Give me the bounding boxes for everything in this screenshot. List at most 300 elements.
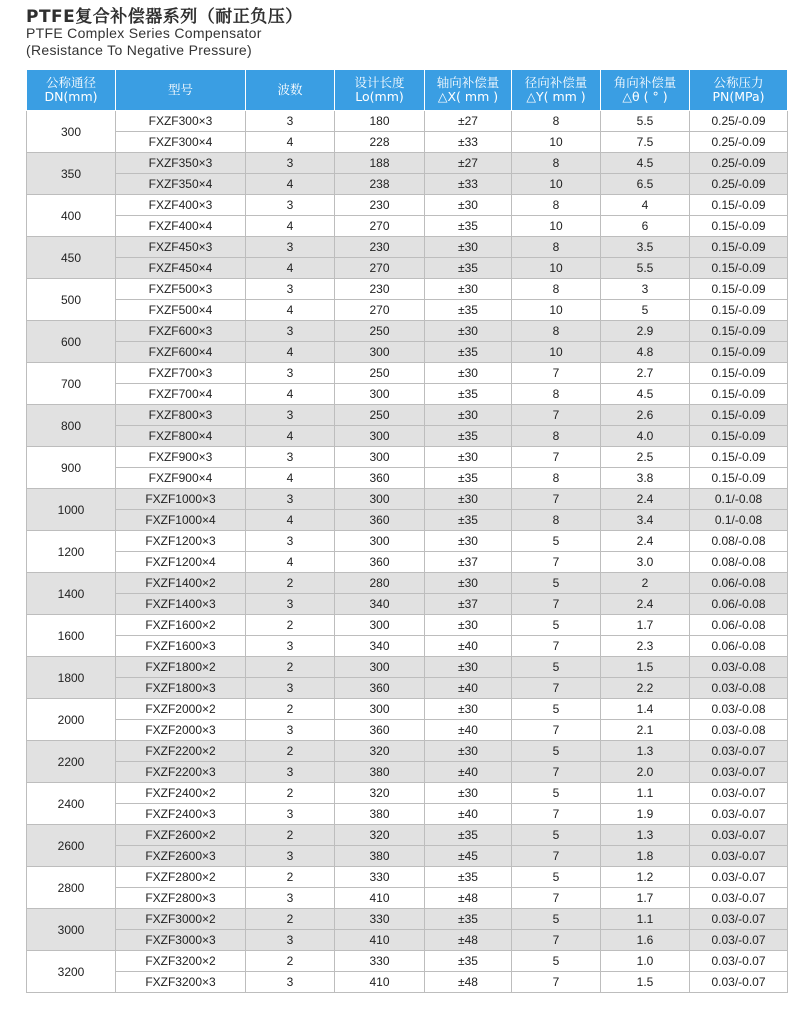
cell-model: FXZF1600×3 — [116, 636, 246, 657]
header-text: 设计长度 — [354, 75, 405, 90]
cell-radial: 7 — [512, 762, 601, 783]
cell-dn: 300 — [27, 111, 116, 153]
cell-waves: 3 — [246, 405, 335, 426]
cell-angular: 2.9 — [601, 321, 690, 342]
cell-dn: 2400 — [27, 783, 116, 825]
cell-angular: 3.4 — [601, 510, 690, 531]
header-text: PN(MPa) — [712, 89, 765, 104]
cell-model: FXZF700×4 — [116, 384, 246, 405]
cell-length: 270 — [335, 300, 425, 321]
cell-length: 180 — [335, 111, 425, 132]
cell-axial: ±35 — [425, 300, 512, 321]
table-row — [27, 909, 788, 930]
cell-length: 300 — [335, 531, 425, 552]
cell-angular: 1.3 — [601, 825, 690, 846]
table-row — [27, 216, 788, 237]
cell-model: FXZF900×3 — [116, 447, 246, 468]
cell-model: FXZF500×4 — [116, 300, 246, 321]
cell-axial: ±35 — [425, 468, 512, 489]
header-angular — [601, 70, 690, 111]
cell-angular: 1.3 — [601, 741, 690, 762]
cell-axial: ±30 — [425, 237, 512, 258]
table-body — [27, 111, 788, 993]
cell-waves: 2 — [246, 741, 335, 762]
cell-model: FXZF2200×2 — [116, 741, 246, 762]
cell-angular: 4.5 — [601, 384, 690, 405]
cell-waves: 4 — [246, 510, 335, 531]
cell-angular: 3.8 — [601, 468, 690, 489]
cell-length: 300 — [335, 699, 425, 720]
cell-length: 320 — [335, 825, 425, 846]
cell-axial: ±35 — [425, 867, 512, 888]
cell-pressure: 0.08/-0.08 — [690, 531, 788, 552]
cell-angular: 2.6 — [601, 405, 690, 426]
cell-dn: 700 — [27, 363, 116, 405]
cell-pressure: 0.15/-0.09 — [690, 384, 788, 405]
cell-length: 340 — [335, 594, 425, 615]
cell-model: FXZF400×4 — [116, 216, 246, 237]
cell-model: FXZF1000×3 — [116, 489, 246, 510]
cell-angular: 1.4 — [601, 699, 690, 720]
cell-pressure: 0.25/-0.09 — [690, 132, 788, 153]
cell-radial: 5 — [512, 951, 601, 972]
cell-angular: 2.3 — [601, 636, 690, 657]
cell-pressure: 0.03/-0.07 — [690, 888, 788, 909]
cell-waves: 2 — [246, 573, 335, 594]
cell-axial: ±30 — [425, 573, 512, 594]
cell-length: 410 — [335, 888, 425, 909]
cell-waves: 2 — [246, 615, 335, 636]
cell-length: 300 — [335, 657, 425, 678]
table-row — [27, 573, 788, 594]
cell-waves: 3 — [246, 531, 335, 552]
page-title: PTFE复合补偿器系列（耐正负压） — [26, 7, 303, 27]
cell-angular: 1.2 — [601, 867, 690, 888]
table-row — [27, 531, 788, 552]
cell-length: 410 — [335, 930, 425, 951]
cell-length: 228 — [335, 132, 425, 153]
cell-radial: 5 — [512, 825, 601, 846]
cell-waves: 4 — [246, 426, 335, 447]
cell-dn: 400 — [27, 195, 116, 237]
cell-angular: 2.2 — [601, 678, 690, 699]
cell-waves: 4 — [246, 384, 335, 405]
table-row — [27, 741, 788, 762]
cell-pressure: 0.03/-0.07 — [690, 951, 788, 972]
cell-waves: 3 — [246, 321, 335, 342]
table-row — [27, 930, 788, 951]
table-row — [27, 174, 788, 195]
cell-model: FXZF2000×3 — [116, 720, 246, 741]
cell-axial: ±35 — [425, 951, 512, 972]
header-text: △X( mm ) — [437, 89, 499, 104]
cell-pressure: 0.1/-0.08 — [690, 510, 788, 531]
cell-axial: ±35 — [425, 258, 512, 279]
header-length — [335, 70, 425, 111]
cell-angular: 1.0 — [601, 951, 690, 972]
cell-radial: 10 — [512, 216, 601, 237]
cell-angular: 2.4 — [601, 594, 690, 615]
header-text: 型号 — [167, 82, 193, 97]
cell-dn: 2000 — [27, 699, 116, 741]
cell-axial: ±40 — [425, 804, 512, 825]
header-text: 径向补偿量 — [524, 75, 588, 90]
cell-angular: 2 — [601, 573, 690, 594]
table-row — [27, 825, 788, 846]
cell-model: FXZF500×3 — [116, 279, 246, 300]
cell-radial: 5 — [512, 657, 601, 678]
cell-axial: ±40 — [425, 636, 512, 657]
cell-radial: 10 — [512, 258, 601, 279]
cell-length: 230 — [335, 237, 425, 258]
cell-length: 330 — [335, 909, 425, 930]
cell-radial: 7 — [512, 846, 601, 867]
cell-pressure: 0.03/-0.07 — [690, 804, 788, 825]
cell-axial: ±33 — [425, 132, 512, 153]
cell-length: 320 — [335, 741, 425, 762]
cell-pressure: 0.15/-0.09 — [690, 300, 788, 321]
cell-waves: 2 — [246, 783, 335, 804]
cell-waves: 4 — [246, 174, 335, 195]
cell-dn: 3200 — [27, 951, 116, 993]
header-model — [116, 70, 246, 111]
cell-waves: 3 — [246, 237, 335, 258]
cell-waves: 2 — [246, 699, 335, 720]
cell-pressure: 0.15/-0.09 — [690, 216, 788, 237]
cell-length: 360 — [335, 552, 425, 573]
cell-waves: 4 — [246, 468, 335, 489]
cell-model: FXZF2800×3 — [116, 888, 246, 909]
cell-angular: 6 — [601, 216, 690, 237]
cell-length: 300 — [335, 384, 425, 405]
cell-dn: 1400 — [27, 573, 116, 615]
cell-dn: 1600 — [27, 615, 116, 657]
cell-model: FXZF300×3 — [116, 111, 246, 132]
cell-model: FXZF1800×3 — [116, 678, 246, 699]
table-row — [27, 657, 788, 678]
cell-axial: ±30 — [425, 321, 512, 342]
cell-radial: 8 — [512, 237, 601, 258]
cell-waves: 4 — [246, 552, 335, 573]
cell-radial: 7 — [512, 678, 601, 699]
cell-waves: 3 — [246, 930, 335, 951]
cell-dn: 1800 — [27, 657, 116, 699]
cell-length: 360 — [335, 468, 425, 489]
cell-dn: 3000 — [27, 909, 116, 951]
cell-radial: 5 — [512, 867, 601, 888]
cell-axial: ±30 — [425, 489, 512, 510]
cell-length: 300 — [335, 489, 425, 510]
cell-pressure: 0.08/-0.08 — [690, 552, 788, 573]
compensator-spec-table — [26, 69, 788, 993]
cell-model: FXZF1400×3 — [116, 594, 246, 615]
cell-length: 330 — [335, 867, 425, 888]
table-row — [27, 888, 788, 909]
cell-pressure: 0.03/-0.08 — [690, 678, 788, 699]
cell-waves: 3 — [246, 762, 335, 783]
cell-axial: ±30 — [425, 363, 512, 384]
cell-dn: 800 — [27, 405, 116, 447]
cell-radial: 5 — [512, 615, 601, 636]
header-text: Lo(mm) — [355, 89, 404, 104]
cell-axial: ±27 — [425, 153, 512, 174]
table-row — [27, 279, 788, 300]
table-row — [27, 426, 788, 447]
table-row — [27, 468, 788, 489]
cell-angular: 7.5 — [601, 132, 690, 153]
cell-radial: 10 — [512, 174, 601, 195]
cell-pressure: 0.03/-0.07 — [690, 909, 788, 930]
cell-angular: 4.8 — [601, 342, 690, 363]
cell-radial: 7 — [512, 720, 601, 741]
cell-angular: 4 — [601, 195, 690, 216]
cell-axial: ±40 — [425, 762, 512, 783]
cell-radial: 8 — [512, 195, 601, 216]
cell-waves: 3 — [246, 195, 335, 216]
cell-length: 360 — [335, 720, 425, 741]
cell-model: FXZF900×4 — [116, 468, 246, 489]
cell-angular: 1.8 — [601, 846, 690, 867]
header-text: 波数 — [277, 82, 303, 97]
cell-pressure: 0.15/-0.09 — [690, 195, 788, 216]
cell-dn: 500 — [27, 279, 116, 321]
cell-radial: 7 — [512, 930, 601, 951]
cell-pressure: 0.15/-0.09 — [690, 468, 788, 489]
page-subtitle-line1: PTFE Complex Series Compensator — [26, 25, 262, 41]
cell-pressure: 0.03/-0.07 — [690, 846, 788, 867]
cell-radial: 7 — [512, 405, 601, 426]
cell-radial: 5 — [512, 783, 601, 804]
cell-length: 380 — [335, 762, 425, 783]
cell-radial: 7 — [512, 447, 601, 468]
cell-pressure: 0.03/-0.07 — [690, 972, 788, 993]
cell-waves: 4 — [246, 300, 335, 321]
cell-radial: 10 — [512, 300, 601, 321]
cell-waves: 3 — [246, 888, 335, 909]
table-row — [27, 300, 788, 321]
cell-radial: 5 — [512, 741, 601, 762]
header-waves — [246, 70, 335, 111]
cell-length: 380 — [335, 804, 425, 825]
cell-length: 300 — [335, 615, 425, 636]
cell-length: 340 — [335, 636, 425, 657]
cell-angular: 2.4 — [601, 489, 690, 510]
table-row — [27, 678, 788, 699]
cell-radial: 8 — [512, 384, 601, 405]
cell-axial: ±35 — [425, 909, 512, 930]
cell-waves: 3 — [246, 447, 335, 468]
cell-axial: ±40 — [425, 720, 512, 741]
cell-axial: ±30 — [425, 699, 512, 720]
page-subtitle-line2: (Resistance To Negative Pressure) — [26, 42, 252, 58]
cell-angular: 4.5 — [601, 153, 690, 174]
header-text: DN(mm) — [44, 89, 98, 104]
cell-length: 360 — [335, 510, 425, 531]
table-row — [27, 867, 788, 888]
cell-axial: ±40 — [425, 678, 512, 699]
cell-pressure: 0.06/-0.08 — [690, 594, 788, 615]
cell-angular: 1.1 — [601, 783, 690, 804]
cell-length: 238 — [335, 174, 425, 195]
cell-radial: 8 — [512, 111, 601, 132]
header-text: 轴向补偿量 — [436, 75, 500, 90]
cell-dn: 2800 — [27, 867, 116, 909]
cell-pressure: 0.03/-0.08 — [690, 720, 788, 741]
cell-model: FXZF600×3 — [116, 321, 246, 342]
cell-angular: 3.0 — [601, 552, 690, 573]
cell-length: 280 — [335, 573, 425, 594]
cell-waves: 2 — [246, 909, 335, 930]
table-row — [27, 615, 788, 636]
cell-radial: 7 — [512, 636, 601, 657]
cell-angular: 5.5 — [601, 111, 690, 132]
cell-length: 300 — [335, 426, 425, 447]
cell-pressure: 0.15/-0.09 — [690, 321, 788, 342]
cell-angular: 2.7 — [601, 363, 690, 384]
cell-angular: 1.5 — [601, 657, 690, 678]
cell-axial: ±48 — [425, 930, 512, 951]
cell-length: 300 — [335, 447, 425, 468]
cell-dn: 600 — [27, 321, 116, 363]
cell-radial: 8 — [512, 426, 601, 447]
cell-radial: 5 — [512, 909, 601, 930]
cell-radial: 7 — [512, 552, 601, 573]
table-row — [27, 195, 788, 216]
table-row — [27, 384, 788, 405]
header-text: 公称压力 — [713, 75, 764, 90]
table-row — [27, 111, 788, 132]
cell-pressure: 0.25/-0.09 — [690, 174, 788, 195]
cell-model: FXZF1200×4 — [116, 552, 246, 573]
cell-length: 250 — [335, 363, 425, 384]
cell-dn: 1200 — [27, 531, 116, 573]
table-row — [27, 363, 788, 384]
table-row — [27, 972, 788, 993]
cell-waves: 3 — [246, 972, 335, 993]
cell-length: 330 — [335, 951, 425, 972]
cell-model: FXZF800×3 — [116, 405, 246, 426]
table-row — [27, 258, 788, 279]
cell-model: FXZF2800×2 — [116, 867, 246, 888]
cell-model: FXZF2000×2 — [116, 699, 246, 720]
table-row — [27, 720, 788, 741]
cell-dn: 2600 — [27, 825, 116, 867]
cell-model: FXZF350×4 — [116, 174, 246, 195]
cell-axial: ±35 — [425, 384, 512, 405]
cell-length: 230 — [335, 195, 425, 216]
cell-length: 250 — [335, 405, 425, 426]
cell-radial: 5 — [512, 699, 601, 720]
cell-angular: 5 — [601, 300, 690, 321]
cell-angular: 3.5 — [601, 237, 690, 258]
cell-angular: 3 — [601, 279, 690, 300]
table-row — [27, 153, 788, 174]
cell-axial: ±30 — [425, 741, 512, 762]
table-row — [27, 594, 788, 615]
cell-pressure: 0.03/-0.07 — [690, 867, 788, 888]
cell-radial: 10 — [512, 132, 601, 153]
cell-axial: ±30 — [425, 531, 512, 552]
header-radial — [512, 70, 601, 111]
cell-axial: ±30 — [425, 195, 512, 216]
header-dn — [27, 70, 116, 111]
cell-angular: 6.5 — [601, 174, 690, 195]
cell-model: FXZF2400×3 — [116, 804, 246, 825]
cell-radial: 7 — [512, 489, 601, 510]
table-row — [27, 552, 788, 573]
cell-waves: 3 — [246, 636, 335, 657]
cell-dn: 2200 — [27, 741, 116, 783]
cell-radial: 5 — [512, 531, 601, 552]
cell-radial: 8 — [512, 510, 601, 531]
cell-length: 360 — [335, 678, 425, 699]
cell-waves: 4 — [246, 132, 335, 153]
cell-radial: 8 — [512, 279, 601, 300]
cell-waves: 2 — [246, 825, 335, 846]
cell-waves: 3 — [246, 804, 335, 825]
cell-waves: 3 — [246, 153, 335, 174]
cell-pressure: 0.03/-0.07 — [690, 762, 788, 783]
cell-pressure: 0.15/-0.09 — [690, 447, 788, 468]
cell-axial: ±35 — [425, 825, 512, 846]
cell-length: 380 — [335, 846, 425, 867]
cell-length: 270 — [335, 216, 425, 237]
cell-length: 188 — [335, 153, 425, 174]
table-row — [27, 237, 788, 258]
cell-model: FXZF450×3 — [116, 237, 246, 258]
cell-dn: 1000 — [27, 489, 116, 531]
cell-model: FXZF600×4 — [116, 342, 246, 363]
table-row — [27, 342, 788, 363]
cell-pressure: 0.03/-0.08 — [690, 657, 788, 678]
cell-pressure: 0.03/-0.08 — [690, 699, 788, 720]
cell-model: FXZF1400×2 — [116, 573, 246, 594]
cell-axial: ±37 — [425, 594, 512, 615]
cell-pressure: 0.15/-0.09 — [690, 237, 788, 258]
cell-model: FXZF3000×2 — [116, 909, 246, 930]
header-text: △Y( mm ) — [526, 89, 586, 104]
cell-angular: 1.7 — [601, 888, 690, 909]
table-header — [27, 70, 788, 111]
cell-pressure: 0.25/-0.09 — [690, 111, 788, 132]
cell-model: FXZF1600×2 — [116, 615, 246, 636]
cell-model: FXZF2400×2 — [116, 783, 246, 804]
table-row — [27, 951, 788, 972]
table-row — [27, 405, 788, 426]
cell-angular: 4.0 — [601, 426, 690, 447]
cell-angular: 5.5 — [601, 258, 690, 279]
cell-axial: ±30 — [425, 447, 512, 468]
cell-model: FXZF700×3 — [116, 363, 246, 384]
cell-axial: ±30 — [425, 783, 512, 804]
cell-radial: 8 — [512, 321, 601, 342]
header-text: 公称通径 — [45, 75, 96, 90]
cell-model: FXZF3200×2 — [116, 951, 246, 972]
cell-waves: 2 — [246, 657, 335, 678]
cell-waves: 3 — [246, 678, 335, 699]
cell-axial: ±35 — [425, 216, 512, 237]
cell-length: 230 — [335, 279, 425, 300]
cell-radial: 8 — [512, 468, 601, 489]
cell-length: 270 — [335, 258, 425, 279]
cell-waves: 2 — [246, 951, 335, 972]
cell-angular: 1.9 — [601, 804, 690, 825]
header-axial — [425, 70, 512, 111]
cell-axial: ±35 — [425, 510, 512, 531]
cell-length: 320 — [335, 783, 425, 804]
cell-axial: ±30 — [425, 279, 512, 300]
cell-radial: 7 — [512, 888, 601, 909]
